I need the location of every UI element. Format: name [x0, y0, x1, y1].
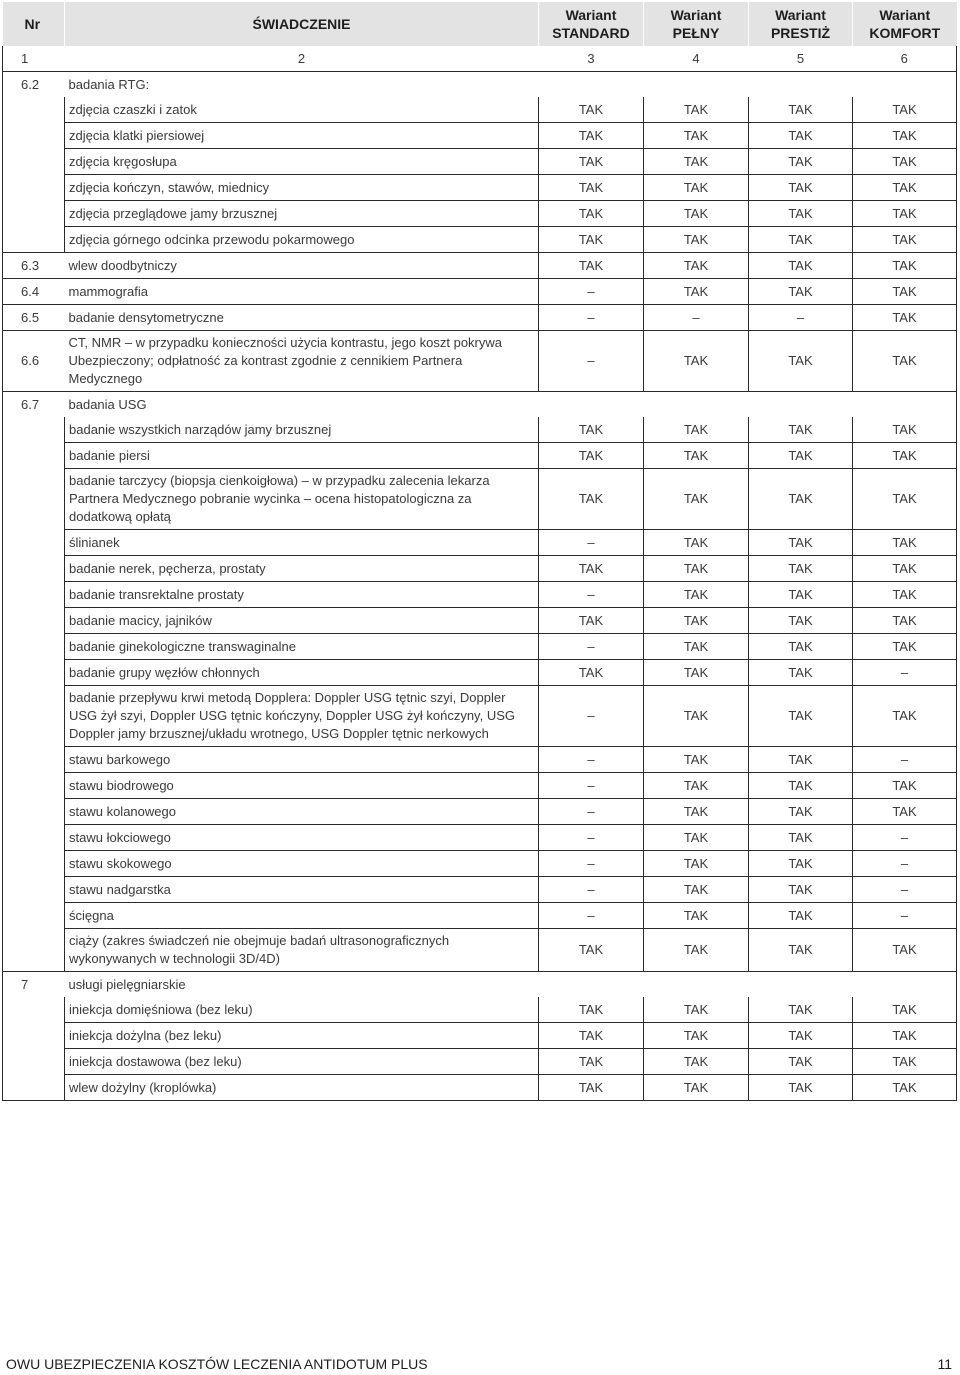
- row-number: [3, 417, 65, 443]
- variant-value: –: [853, 903, 957, 929]
- variant-value: TAK: [539, 1075, 644, 1101]
- variant-value: TAK: [539, 227, 644, 253]
- service-label: zdjęcia przeglądowe jamy brzusznej: [65, 201, 539, 227]
- variant-value: TAK: [853, 149, 957, 175]
- section-row: [3, 72, 957, 98]
- row-number: [3, 660, 65, 686]
- row-number: [3, 556, 65, 582]
- variant-value: –: [539, 747, 644, 773]
- variant-value: TAK: [749, 149, 853, 175]
- service-label: mammografia: [65, 279, 539, 305]
- service-label: stawu skokowego: [65, 851, 539, 877]
- row-number: [3, 97, 65, 123]
- variant-value: TAK: [853, 305, 957, 331]
- service-label: CT, NMR – w przypadku konieczności użycia kontrastu, jego koszt pokrywa Ubezpieczony; odpłatność za kontrast zgodnie z cennikiem Partnera Medycznego: [65, 331, 539, 392]
- row-number: [3, 1049, 65, 1075]
- column-number: 6: [853, 46, 957, 72]
- variant-value: TAK: [644, 530, 749, 556]
- table-row: [3, 903, 957, 929]
- table-row: [3, 997, 957, 1023]
- row-number: [3, 747, 65, 773]
- column-number: 5: [749, 46, 853, 72]
- variant-value: TAK: [644, 279, 749, 305]
- variant-value: TAK: [644, 634, 749, 660]
- table-row: [3, 660, 957, 686]
- variant-value: TAK: [644, 686, 749, 747]
- service-label: iniekcja dożylna (bez leku): [65, 1023, 539, 1049]
- variant-value: TAK: [539, 660, 644, 686]
- variant-value: TAK: [749, 1075, 853, 1101]
- service-label: stawu nadgarstka: [65, 877, 539, 903]
- variant-value: TAK: [644, 556, 749, 582]
- service-label: stawu kolanowego: [65, 799, 539, 825]
- variant-value: TAK: [749, 556, 853, 582]
- row-number: [3, 469, 65, 530]
- table-row: [3, 1023, 957, 1049]
- row-number: [3, 799, 65, 825]
- variant-value: TAK: [539, 1023, 644, 1049]
- variant-value: –: [539, 851, 644, 877]
- table-row: [3, 175, 957, 201]
- row-number: [3, 851, 65, 877]
- row-number: [3, 608, 65, 634]
- variant-value: –: [853, 660, 957, 686]
- variant-value: TAK: [539, 997, 644, 1023]
- variant-value: TAK: [749, 530, 853, 556]
- table-row: [3, 747, 957, 773]
- column-number: 3: [539, 46, 644, 72]
- service-label: stawu łokciowego: [65, 825, 539, 851]
- service-label: badanie przepływu krwi metodą Dopplera: Doppler USG tętnic szyi, Doppler USG żył szyi, Doppler USG tętnic kończyny, Doppler USG żył kończyny, USG Doppler jamy brzusznej/układu wrotnego, USG Doppler tętnic nerkowych: [65, 686, 539, 747]
- variant-value: TAK: [749, 1023, 853, 1049]
- header-nr: Nr: [3, 2, 65, 46]
- variant-value: TAK: [853, 556, 957, 582]
- column-number: 4: [644, 46, 749, 72]
- variant-value: TAK: [644, 1075, 749, 1101]
- variant-value: TAK: [749, 331, 853, 392]
- variant-value: TAK: [644, 469, 749, 530]
- variant-value: TAK: [749, 929, 853, 972]
- row-number: [3, 582, 65, 608]
- row-number: 6.5: [3, 305, 65, 331]
- service-label: zdjęcia kończyn, stawów, miednicy: [65, 175, 539, 201]
- service-label: stawu barkowego: [65, 747, 539, 773]
- variant-value: TAK: [749, 417, 853, 443]
- variant-value: TAK: [749, 123, 853, 149]
- table-row: [3, 608, 957, 634]
- variant-value: TAK: [853, 1023, 957, 1049]
- row-number: 6.3: [3, 253, 65, 279]
- variant-value: TAK: [853, 201, 957, 227]
- variant-value: TAK: [644, 201, 749, 227]
- variant-value: TAK: [853, 331, 957, 392]
- variant-value: TAK: [644, 417, 749, 443]
- table-row: [3, 331, 957, 392]
- variant-value: TAK: [749, 686, 853, 747]
- variant-value: –: [539, 825, 644, 851]
- variant-value: TAK: [749, 97, 853, 123]
- variant-value: TAK: [539, 608, 644, 634]
- service-label: badanie densytometryczne: [65, 305, 539, 331]
- variant-value: TAK: [539, 97, 644, 123]
- variant-value: TAK: [644, 227, 749, 253]
- service-label: stawu biodrowego: [65, 773, 539, 799]
- variant-value: –: [539, 877, 644, 903]
- row-number: 7: [3, 972, 65, 998]
- variant-value: TAK: [749, 634, 853, 660]
- service-label: badanie transrektalne prostaty: [65, 582, 539, 608]
- row-number: 6.2: [3, 72, 65, 98]
- variant-value: TAK: [644, 660, 749, 686]
- table-row: [3, 469, 957, 530]
- row-number: [3, 997, 65, 1023]
- variant-value: TAK: [853, 582, 957, 608]
- variant-value: TAK: [853, 417, 957, 443]
- service-label: badanie grupy węzłów chłonnych: [65, 660, 539, 686]
- variant-value: TAK: [539, 443, 644, 469]
- row-number: [3, 929, 65, 972]
- variant-value: TAK: [644, 997, 749, 1023]
- variant-value: TAK: [749, 877, 853, 903]
- service-label: zdjęcia klatki piersiowej: [65, 123, 539, 149]
- variant-value: TAK: [539, 123, 644, 149]
- service-label: badanie macicy, jajników: [65, 608, 539, 634]
- variant-value: TAK: [853, 253, 957, 279]
- variant-value: TAK: [644, 747, 749, 773]
- header-variant-prestiz: Wariant PRESTIŻ: [749, 2, 853, 46]
- table-row: [3, 305, 957, 331]
- variant-value: TAK: [539, 556, 644, 582]
- variant-value: TAK: [644, 851, 749, 877]
- variant-value: TAK: [749, 660, 853, 686]
- variant-value: TAK: [644, 331, 749, 392]
- variant-value: TAK: [644, 903, 749, 929]
- variant-value: TAK: [749, 253, 853, 279]
- table-row: [3, 149, 957, 175]
- variant-value: TAK: [853, 608, 957, 634]
- table-row: [3, 851, 957, 877]
- variant-value: –: [853, 747, 957, 773]
- table-row: [3, 1049, 957, 1075]
- table-row: [3, 253, 957, 279]
- service-label: badanie piersi: [65, 443, 539, 469]
- header-row: [3, 2, 957, 46]
- service-label: badanie nerek, pęcherza, prostaty: [65, 556, 539, 582]
- variant-value: –: [539, 305, 644, 331]
- variant-value: –: [853, 851, 957, 877]
- variant-value: TAK: [853, 634, 957, 660]
- table-row: [3, 279, 957, 305]
- service-label: badania USG: [65, 392, 957, 418]
- service-label: iniekcja domięśniowa (bez leku): [65, 997, 539, 1023]
- benefits-table: [2, 2, 957, 1101]
- service-label: wlew dożylny (kroplówka): [65, 1075, 539, 1101]
- variant-value: –: [539, 530, 644, 556]
- variant-value: TAK: [853, 686, 957, 747]
- variant-value: TAK: [749, 443, 853, 469]
- variant-value: TAK: [853, 469, 957, 530]
- variant-value: TAK: [644, 608, 749, 634]
- column-number: 2: [65, 46, 539, 72]
- variant-value: –: [539, 799, 644, 825]
- variant-value: TAK: [539, 469, 644, 530]
- variant-value: TAK: [749, 825, 853, 851]
- variant-value: TAK: [644, 773, 749, 799]
- table-row: [3, 686, 957, 747]
- variant-value: TAK: [749, 799, 853, 825]
- service-label: badanie ginekologiczne transwaginalne: [65, 634, 539, 660]
- variant-value: TAK: [644, 825, 749, 851]
- service-label: zdjęcia kręgosłupa: [65, 149, 539, 175]
- variant-value: TAK: [853, 929, 957, 972]
- service-label: ciąży (zakres świadczeń nie obejmuje badań ultrasonograficznych wykonywanych w technologii 3D/4D): [65, 929, 539, 972]
- variant-value: TAK: [644, 582, 749, 608]
- table-row: [3, 799, 957, 825]
- variant-value: TAK: [644, 175, 749, 201]
- service-label: zdjęcia górnego odcinka przewodu pokarmowego: [65, 227, 539, 253]
- variant-value: TAK: [853, 997, 957, 1023]
- table-row: [3, 773, 957, 799]
- table-row: [3, 634, 957, 660]
- variant-value: –: [539, 331, 644, 392]
- variant-value: TAK: [539, 201, 644, 227]
- row-number: 6.4: [3, 279, 65, 305]
- variant-value: TAK: [644, 799, 749, 825]
- table-row: [3, 929, 957, 972]
- variant-value: TAK: [749, 851, 853, 877]
- variant-value: –: [539, 634, 644, 660]
- page-number: 11: [937, 1356, 952, 1372]
- table-row: [3, 530, 957, 556]
- row-number: [3, 686, 65, 747]
- variant-value: TAK: [644, 877, 749, 903]
- table-row: [3, 556, 957, 582]
- section-row: [3, 972, 957, 998]
- row-number: [3, 1075, 65, 1101]
- variant-value: TAK: [853, 1075, 957, 1101]
- table-row: [3, 201, 957, 227]
- table-row: [3, 825, 957, 851]
- service-label: iniekcja dostawowa (bez leku): [65, 1049, 539, 1075]
- variant-value: –: [539, 279, 644, 305]
- variant-value: TAK: [539, 1049, 644, 1075]
- row-number: [3, 227, 65, 253]
- variant-value: TAK: [539, 149, 644, 175]
- variant-value: –: [539, 903, 644, 929]
- service-label: zdjęcia czaszki i zatok: [65, 97, 539, 123]
- variant-value: –: [539, 773, 644, 799]
- variant-value: TAK: [539, 929, 644, 972]
- table-row: [3, 877, 957, 903]
- page-footer: [6, 1356, 952, 1372]
- variant-value: TAK: [644, 253, 749, 279]
- row-number: [3, 773, 65, 799]
- row-number: [3, 201, 65, 227]
- variant-value: TAK: [749, 997, 853, 1023]
- variant-value: TAK: [749, 903, 853, 929]
- variant-value: TAK: [749, 201, 853, 227]
- row-number: [3, 443, 65, 469]
- variant-value: TAK: [853, 530, 957, 556]
- variant-value: TAK: [853, 97, 957, 123]
- service-label: ścięgna: [65, 903, 539, 929]
- service-label: badanie wszystkich narządów jamy brzusznej: [65, 417, 539, 443]
- service-label: badania RTG:: [65, 72, 957, 98]
- variant-value: –: [644, 305, 749, 331]
- row-number: [3, 825, 65, 851]
- row-number: [3, 175, 65, 201]
- variant-value: TAK: [749, 279, 853, 305]
- variant-value: –: [853, 825, 957, 851]
- variant-value: –: [539, 582, 644, 608]
- variant-value: TAK: [853, 1049, 957, 1075]
- header-variant-komfort: Wariant KOMFORT: [853, 2, 957, 46]
- variant-value: –: [749, 305, 853, 331]
- service-label: ślinianek: [65, 530, 539, 556]
- variant-value: TAK: [644, 123, 749, 149]
- header-service: ŚWIADCZENIE: [65, 2, 539, 46]
- variant-value: TAK: [749, 469, 853, 530]
- variant-value: TAK: [749, 608, 853, 634]
- column-number-row: [3, 46, 957, 72]
- variant-value: TAK: [749, 747, 853, 773]
- row-number: 6.6: [3, 331, 65, 392]
- row-number: [3, 530, 65, 556]
- table-row: [3, 582, 957, 608]
- variant-value: –: [539, 686, 644, 747]
- table-row: [3, 123, 957, 149]
- variant-value: TAK: [644, 1049, 749, 1075]
- table-row: [3, 1075, 957, 1101]
- row-number: [3, 123, 65, 149]
- table-row: [3, 97, 957, 123]
- variant-value: TAK: [853, 227, 957, 253]
- service-label: badanie tarczycy (biopsja cienkoigłowa) – w przypadku zalecenia lekarza Partnera Medycznego pobranie wycinka – ocena histopatologiczna za dodatkową opłatą: [65, 469, 539, 530]
- variant-value: TAK: [644, 1023, 749, 1049]
- variant-value: TAK: [644, 97, 749, 123]
- row-number: [3, 634, 65, 660]
- variant-value: TAK: [644, 929, 749, 972]
- row-number: [3, 149, 65, 175]
- row-number: [3, 877, 65, 903]
- variant-value: TAK: [853, 175, 957, 201]
- variant-value: TAK: [644, 149, 749, 175]
- variant-value: TAK: [853, 279, 957, 305]
- variant-value: TAK: [853, 123, 957, 149]
- variant-value: TAK: [853, 443, 957, 469]
- service-label: wlew doodbytniczy: [65, 253, 539, 279]
- row-number: 6.7: [3, 392, 65, 418]
- variant-value: TAK: [539, 253, 644, 279]
- variant-value: –: [853, 877, 957, 903]
- row-number: [3, 1023, 65, 1049]
- section-row: [3, 392, 957, 418]
- variant-value: TAK: [853, 799, 957, 825]
- header-variant-pelny: Wariant PEŁNY: [644, 2, 749, 46]
- variant-value: TAK: [749, 1049, 853, 1075]
- variant-value: TAK: [749, 227, 853, 253]
- variant-value: TAK: [749, 175, 853, 201]
- service-label: usługi pielęgniarskie: [65, 972, 957, 998]
- column-number: 1: [3, 46, 65, 72]
- header-variant-standard: Wariant STANDARD: [539, 2, 644, 46]
- table-row: [3, 417, 957, 443]
- footer-title: OWU UBEZPIECZENIA KOSZTÓW LECZENIA ANTIDOTUM PLUS: [6, 1356, 428, 1372]
- variant-value: TAK: [749, 582, 853, 608]
- variant-value: TAK: [749, 773, 853, 799]
- variant-value: TAK: [539, 417, 644, 443]
- table-row: [3, 227, 957, 253]
- row-number: [3, 903, 65, 929]
- variant-value: TAK: [853, 773, 957, 799]
- variant-value: TAK: [539, 175, 644, 201]
- table-row: [3, 443, 957, 469]
- variant-value: TAK: [644, 443, 749, 469]
